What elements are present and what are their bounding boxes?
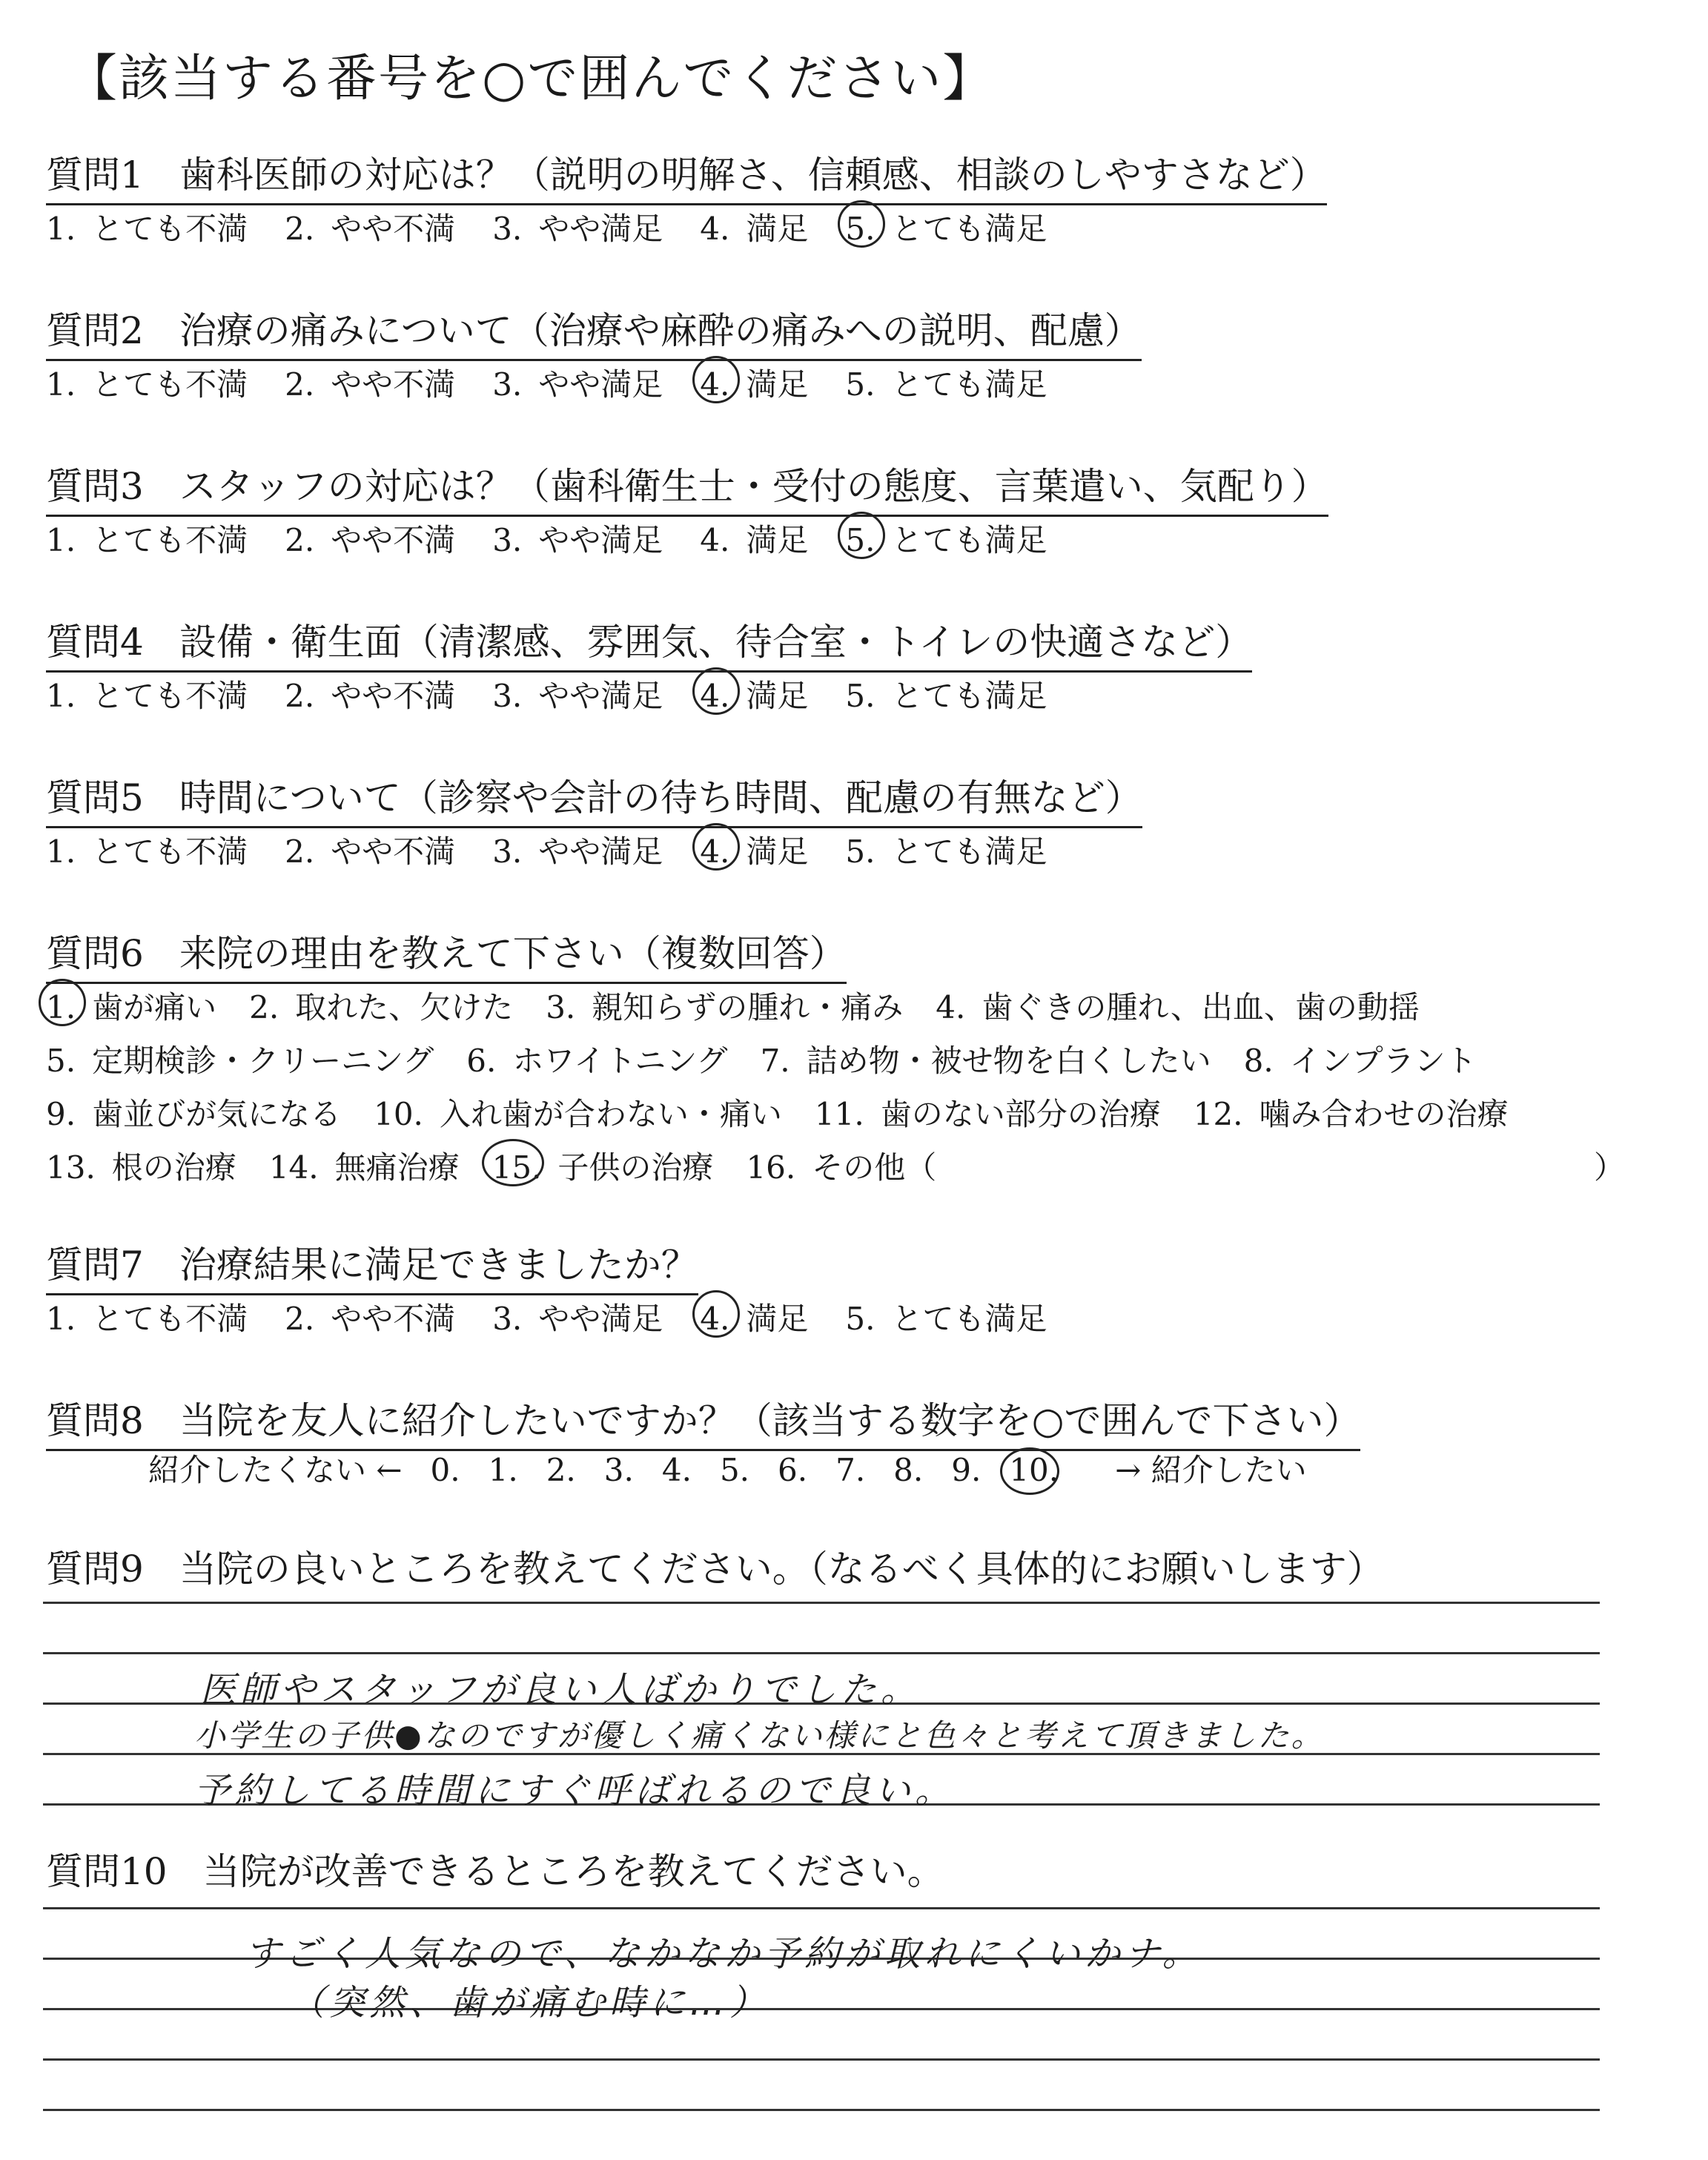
option-number: 8. <box>1243 1043 1274 1079</box>
option-number: 11. <box>814 1096 864 1132</box>
option[interactable] <box>46 516 248 561</box>
option-label: とても不満 <box>92 833 248 870</box>
option-label: 満足 <box>746 211 809 247</box>
option-label: 満足 <box>746 366 809 403</box>
question-text: スタッフの対応は？（歯科衛生士・受付の態度、言葉遣い、気配り） <box>179 465 1328 508</box>
option-number: 1. <box>46 1301 76 1337</box>
option-label: インプラント <box>1289 1043 1477 1079</box>
option-number: 1. <box>46 989 76 1025</box>
option[interactable] <box>269 1143 460 1188</box>
option-number: 1. <box>46 211 76 247</box>
question-text: 設備・衛生面（清潔感、雰囲気、待合室・トイレの快適さなど） <box>179 621 1253 664</box>
question-number: 質問7 <box>46 1244 144 1287</box>
option[interactable] <box>845 1295 1047 1339</box>
option-number: 3. <box>492 522 523 558</box>
option[interactable] <box>845 672 1047 716</box>
option[interactable] <box>845 828 1047 872</box>
option[interactable] <box>492 828 663 872</box>
question-10-heading <box>46 1842 944 1900</box>
option-label: とても不満 <box>92 211 248 247</box>
question-number: 質問10 <box>46 1850 168 1893</box>
answer-line <box>43 2109 1600 2111</box>
question-2-heading <box>46 301 1142 361</box>
option[interactable] <box>285 1295 455 1339</box>
option-number: 9. <box>46 1096 76 1132</box>
option[interactable] <box>700 205 808 249</box>
scale-value[interactable]: 4. <box>661 1452 692 1488</box>
option[interactable] <box>761 1037 1211 1081</box>
option-label: 子供の治療 <box>557 1149 714 1186</box>
answer-line <box>43 1602 1600 1604</box>
option-label: とても不満 <box>92 1301 248 1337</box>
option[interactable] <box>1244 1037 1477 1081</box>
option-number: 2. <box>249 989 279 1025</box>
option-selected[interactable] <box>700 1295 808 1339</box>
option-label: 満足 <box>746 678 809 714</box>
option-label: やや不満 <box>331 1301 456 1337</box>
question-number: 質問8 <box>46 1399 144 1442</box>
question-text: 当院の良いところを教えてください。（なるべく具体的にお願いします） <box>179 1548 1384 1591</box>
form-title: 【該当する番号を○で囲んでください】 <box>67 50 995 108</box>
option-label: やや満足 <box>538 678 663 714</box>
option[interactable] <box>845 360 1047 405</box>
option-number: 5. <box>845 211 875 247</box>
option[interactable] <box>700 516 808 561</box>
option-number: 4. <box>700 211 730 247</box>
scale-value[interactable]: 1. <box>488 1452 518 1488</box>
option-number: 5. <box>845 1301 875 1337</box>
option-label: 定期検診・クリーニング <box>92 1043 434 1079</box>
option[interactable] <box>46 1143 236 1188</box>
scale-value[interactable]: 7. <box>835 1452 866 1488</box>
option-label: とても満足 <box>891 211 1047 247</box>
question-6-heading <box>46 924 847 984</box>
option[interactable] <box>466 1037 727 1081</box>
handwritten-answer-line: すごく人気なので、なかなか予約が取れにくいかナ。 <box>245 1933 1202 1975</box>
option-selected[interactable] <box>46 983 216 1028</box>
option-selected[interactable] <box>700 828 808 872</box>
option[interactable] <box>546 983 903 1028</box>
option-label: 歯並びが気になる <box>92 1096 342 1132</box>
option-number: 4. <box>700 1301 730 1337</box>
option-label: やや不満 <box>331 522 456 558</box>
answer-line <box>43 2058 1600 2061</box>
option-number: 5. <box>845 678 875 714</box>
option-number: 1. <box>46 833 76 870</box>
question-text: 来院の理由を教えて下さい（複数回答） <box>179 932 847 975</box>
option-label: やや不満 <box>331 366 456 403</box>
option[interactable] <box>492 672 663 716</box>
answer-line <box>43 2008 1600 2010</box>
question-text: 当院を友人に紹介したいですか？（該当する数字を○で囲んで下さい） <box>179 1399 1361 1442</box>
option-number: 2. <box>285 522 315 558</box>
scale-value[interactable]: 9. <box>951 1452 982 1488</box>
question-number: 質問2 <box>46 309 144 352</box>
answer-line <box>43 1652 1600 1654</box>
option-number: 6. <box>466 1043 497 1079</box>
question-text: 治療の痛みについて（治療や麻酔の痛みへの説明、配慮） <box>179 309 1142 352</box>
handwritten-answer-line: （突然、歯が痛む時に…） <box>289 1982 770 2024</box>
option-label: やや不満 <box>331 211 456 247</box>
option-number: 10. <box>374 1096 423 1132</box>
option-number: 3. <box>546 989 576 1025</box>
option-label: やや満足 <box>538 522 663 558</box>
option[interactable] <box>746 1143 936 1188</box>
question-text: 治療結果に満足できましたか？ <box>179 1244 698 1287</box>
option[interactable] <box>492 360 663 405</box>
option-label: 噛み合わせの治療 <box>1259 1096 1509 1132</box>
option[interactable] <box>249 983 513 1028</box>
scale-value[interactable]: 2. <box>546 1452 576 1488</box>
option[interactable] <box>492 516 663 561</box>
question-text: 当院が改善できるところを教えてください。 <box>202 1850 944 1893</box>
option-label: とても満足 <box>891 522 1047 558</box>
option[interactable] <box>285 672 455 716</box>
option-selected[interactable] <box>845 205 1047 249</box>
option-label: とても満足 <box>891 678 1047 714</box>
option-number: 2. <box>285 211 315 247</box>
question-9-heading <box>46 1539 1384 1597</box>
option-label: とても不満 <box>92 366 248 403</box>
question-2-options <box>46 360 1084 405</box>
question-6-row <box>46 1090 1541 1135</box>
question-number: 質問3 <box>46 465 144 508</box>
option-label: 満足 <box>746 522 809 558</box>
scale-right-label: → 紹介したい <box>1115 1452 1307 1488</box>
option-label: 歯のない部分の治療 <box>880 1096 1161 1132</box>
option-label: 親知らずの腫れ・痛み <box>592 989 904 1025</box>
option-number: 15. <box>491 1149 542 1186</box>
option-label: 無痛治療 <box>334 1149 460 1186</box>
scale-value[interactable]: 8. <box>893 1452 924 1488</box>
option[interactable] <box>815 1090 1161 1135</box>
option-selected[interactable] <box>492 1143 714 1188</box>
handwritten-answer-line: 小学生の子供●なのですが優しく痛くない様にと色々と考えて頂きました。 <box>194 1717 1325 1754</box>
question-number: 質問5 <box>46 776 144 819</box>
option-number: 1. <box>46 366 76 403</box>
question-3-heading <box>46 457 1328 517</box>
question-8-heading <box>46 1391 1360 1451</box>
option-number: 4. <box>700 833 730 870</box>
question-6-row <box>46 1143 969 1188</box>
option[interactable] <box>46 828 248 872</box>
question-5-options <box>46 828 1084 872</box>
question-7-heading <box>46 1235 698 1295</box>
option-label: その他（ <box>812 1149 937 1186</box>
option-number: 4. <box>700 678 730 714</box>
option[interactable] <box>46 1295 248 1339</box>
option-label: 満足 <box>746 833 809 870</box>
option[interactable] <box>492 205 663 249</box>
option-number: 1. <box>46 678 76 714</box>
option-number: 5. <box>845 366 875 403</box>
option-label: 詰め物・被せ物を白くしたい <box>806 1043 1211 1079</box>
option[interactable] <box>285 828 455 872</box>
question-text: 歯科医師の対応は？（説明の明解さ、信頼感、相談のしやすさなど） <box>179 153 1327 196</box>
question-6-row <box>46 983 1452 1028</box>
question-text: 時間について（診察や会計の待ち時間、配慮の有無など） <box>179 776 1142 819</box>
option[interactable] <box>285 360 455 405</box>
question-3-options <box>46 516 1084 561</box>
option-label: 入れ歯が合わない・痛い <box>439 1096 782 1132</box>
option-label: とても満足 <box>891 366 1047 403</box>
option[interactable] <box>285 516 455 561</box>
option-label: やや満足 <box>538 211 663 247</box>
question-8-scale <box>148 1446 1335 1490</box>
option-number: 14. <box>268 1149 319 1186</box>
option[interactable] <box>285 205 455 249</box>
option-number: 3. <box>492 1301 523 1337</box>
option-label: 根の治療 <box>111 1149 236 1186</box>
option-number: 2. <box>285 366 315 403</box>
scale-left-label: 紹介したくない ← <box>148 1452 403 1488</box>
option-number: 16. <box>746 1149 796 1186</box>
other-close-paren: ） <box>1594 1149 1626 1186</box>
option-number: 4. <box>936 989 966 1025</box>
option-number: 12. <box>1193 1096 1243 1132</box>
question-1-heading <box>46 145 1327 205</box>
scale-value-selected[interactable]: 10. <box>1009 1452 1059 1488</box>
option-label: 歯が痛い <box>92 989 217 1025</box>
question-4-options <box>46 672 1084 716</box>
option-label: 満足 <box>746 1301 809 1337</box>
question-number: 質問4 <box>46 621 144 664</box>
option[interactable] <box>1194 1090 1509 1135</box>
scale-value[interactable]: 3. <box>603 1452 634 1488</box>
option-number: 3. <box>492 211 523 247</box>
question-4-heading <box>46 612 1252 673</box>
option-label: 取れた、欠けた <box>295 989 514 1025</box>
option-number: 1. <box>46 522 76 558</box>
handwritten-answer-line: 予約してる時間にすぐ呼ばれるので良い。 <box>194 1770 956 1811</box>
scale-values <box>431 1452 1088 1488</box>
option-selected[interactable] <box>700 360 808 405</box>
option-label: やや不満 <box>331 678 456 714</box>
option-number: 5. <box>46 1043 76 1079</box>
option-label: とても満足 <box>891 833 1047 870</box>
option-label: とても満足 <box>891 1301 1047 1337</box>
option-label: やや満足 <box>538 1301 663 1337</box>
question-5-heading <box>46 768 1142 828</box>
option-label: 歯ぐきの腫れ、出血、歯の動揺 <box>982 989 1420 1025</box>
question-1-options <box>46 205 1084 249</box>
option-label: やや満足 <box>538 833 663 870</box>
option[interactable] <box>46 360 248 405</box>
option-number: 5. <box>845 522 875 558</box>
question-number: 質問9 <box>46 1548 144 1591</box>
option[interactable] <box>46 1037 434 1081</box>
option-selected[interactable] <box>845 516 1047 561</box>
option-number: 5. <box>845 833 875 870</box>
answer-line <box>43 1907 1600 1909</box>
handwritten-answer-line: 医師やスタッフが良い人ばかりでした。 <box>200 1669 921 1711</box>
option-selected[interactable] <box>700 672 808 716</box>
question-number: 質問6 <box>46 932 144 975</box>
question-number: 質問1 <box>46 153 144 196</box>
option-label: とても不満 <box>92 522 248 558</box>
scale-value[interactable]: 0. <box>430 1452 460 1488</box>
question-6-row <box>46 1037 1509 1081</box>
option-number: 13. <box>46 1149 96 1186</box>
option-number: 4. <box>700 366 730 403</box>
option[interactable] <box>374 1090 782 1135</box>
scale-value[interactable]: 5. <box>719 1452 750 1488</box>
option-number: 3. <box>492 366 523 403</box>
option-number: 4. <box>700 522 730 558</box>
option[interactable] <box>46 205 248 249</box>
option-label: やや不満 <box>331 833 456 870</box>
option-number: 3. <box>492 833 523 870</box>
option-number: 3. <box>492 678 523 714</box>
option[interactable] <box>936 983 1420 1028</box>
option[interactable] <box>46 672 248 716</box>
option-label: とても不満 <box>92 678 248 714</box>
option-number: 2. <box>285 1301 315 1337</box>
option[interactable] <box>46 1090 341 1135</box>
option-number: 7. <box>760 1043 790 1079</box>
option-label: ホワイトニング <box>512 1043 728 1079</box>
scale-value[interactable]: 6. <box>778 1452 808 1488</box>
option-number: 2. <box>285 678 315 714</box>
option-label: やや満足 <box>538 366 663 403</box>
option-number: 2. <box>285 833 315 870</box>
option[interactable] <box>492 1295 663 1339</box>
question-7-options <box>46 1295 1084 1339</box>
